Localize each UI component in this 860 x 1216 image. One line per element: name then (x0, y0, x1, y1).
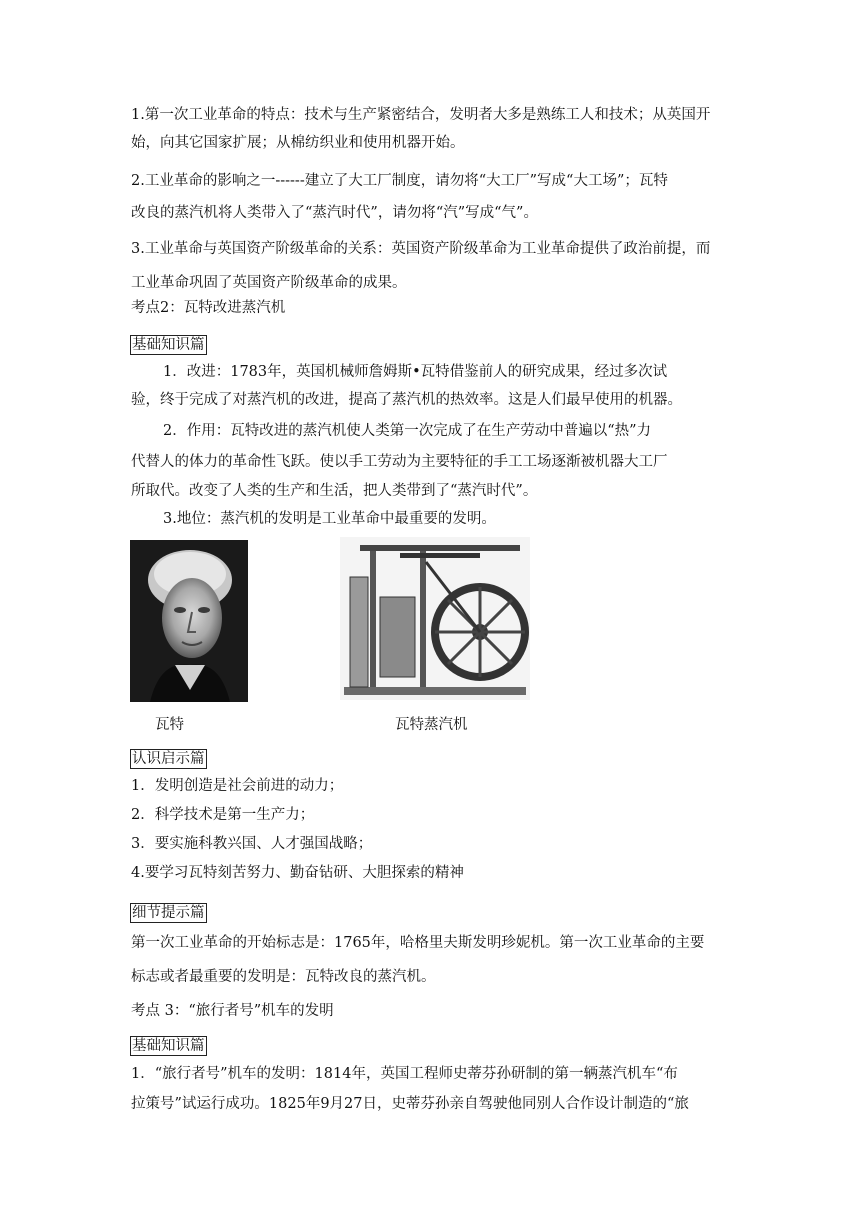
k3-item-1-line-1: 1．“旅行者号”机车的发明：1814年，英国工程师史蒂芬孙研制的第一辆蒸汽机车“布 (131, 1066, 678, 1082)
insight-1: 1．发明创造是社会前进的动力； (131, 778, 344, 794)
steam-engine-caption: 瓦特蒸汽机 (395, 717, 468, 733)
para-2-line-2: 改良的蒸汽机将人类带入了“蒸汽时代”，请勿将“汽”写成“气”。 (131, 205, 538, 221)
para-3-line-1: 3.工业革命与英国资产阶级革命的关系：英国资产阶级革命为工业革命提供了政治前提，而 (131, 241, 711, 257)
detail-line-1: 第一次工业革命的开始标志是：1765年，哈格里夫斯发明珍妮机。第一次工业革命的主要 (131, 935, 705, 951)
item-1-line-2: 验，终于完成了对蒸汽机的改进，提高了蒸汽机的热效率。这是人们最早使用的机器。 (131, 392, 682, 408)
para-1-line-1: 1.第一次工业革命的特点：技术与生产紧密结合，发明者大多是熟练工人和技术；从英国开 (131, 107, 711, 123)
kaodian-3-title: 考点 3：“旅行者号”机车的发明 (131, 1003, 334, 1019)
steam-engine-image (340, 537, 530, 700)
basic-knowledge-label-2: 基础知识篇 (132, 1038, 205, 1054)
insight-2: 2．科学技术是第一生产力； (131, 807, 315, 823)
insight-4: 4.要学习瓦特刻苦努力、勤奋钻研、大胆探索的精神 (131, 865, 464, 881)
item-2-line-1: 2．作用：瓦特改进的蒸汽机使人类第一次完成了在生产劳动中普遍以“热”力 (163, 423, 652, 439)
item-2-line-2: 代替人的体力的革命性飞跃。使以手工劳动为主要特征的手工工场逐渐被机器大工厂 (131, 454, 668, 470)
para-3-line-2: 工业革命巩固了英国资产阶级革命的成果。 (131, 275, 407, 291)
para-1-line-2: 始，向其它国家扩展；从棉纺织业和使用机器开始。 (131, 135, 465, 151)
detail-label: 细节提示篇 (132, 905, 205, 921)
kaodian-2-title: 考点2：瓦特改进蒸汽机 (131, 300, 286, 316)
item-3: 3.地位：蒸汽机的发明是工业革命中最重要的发明。 (163, 511, 496, 527)
basic-knowledge-label: 基础知识篇 (132, 337, 205, 353)
k3-item-1-line-2: 拉策号”试运行成功。1825年9月27日，史蒂芬孙亲自驾驶他同别人合作设计制造的“旅 (131, 1096, 689, 1112)
item-1-line-1: 1．改进：1783年，英国机械师詹姆斯•瓦特借鉴前人的研究成果，经过多次试 (163, 364, 668, 380)
detail-line-2: 标志或者最重要的发明是：瓦特改良的蒸汽机。 (131, 969, 436, 985)
para-2-line-1: 2.工业革命的影响之一------建立了大工厂制度，请勿将“大工厂”写成“大工场”；瓦特 (131, 173, 668, 189)
insight-3: 3．要实施科教兴国、人才强国战略； (131, 836, 373, 852)
watt-portrait-image (130, 540, 248, 702)
insight-label: 认识启示篇 (132, 751, 205, 767)
watt-caption: 瓦特 (155, 717, 184, 733)
item-2-line-3: 所取代。改变了人类的生产和生活，把人类带到了“蒸汽时代”。 (131, 483, 538, 499)
